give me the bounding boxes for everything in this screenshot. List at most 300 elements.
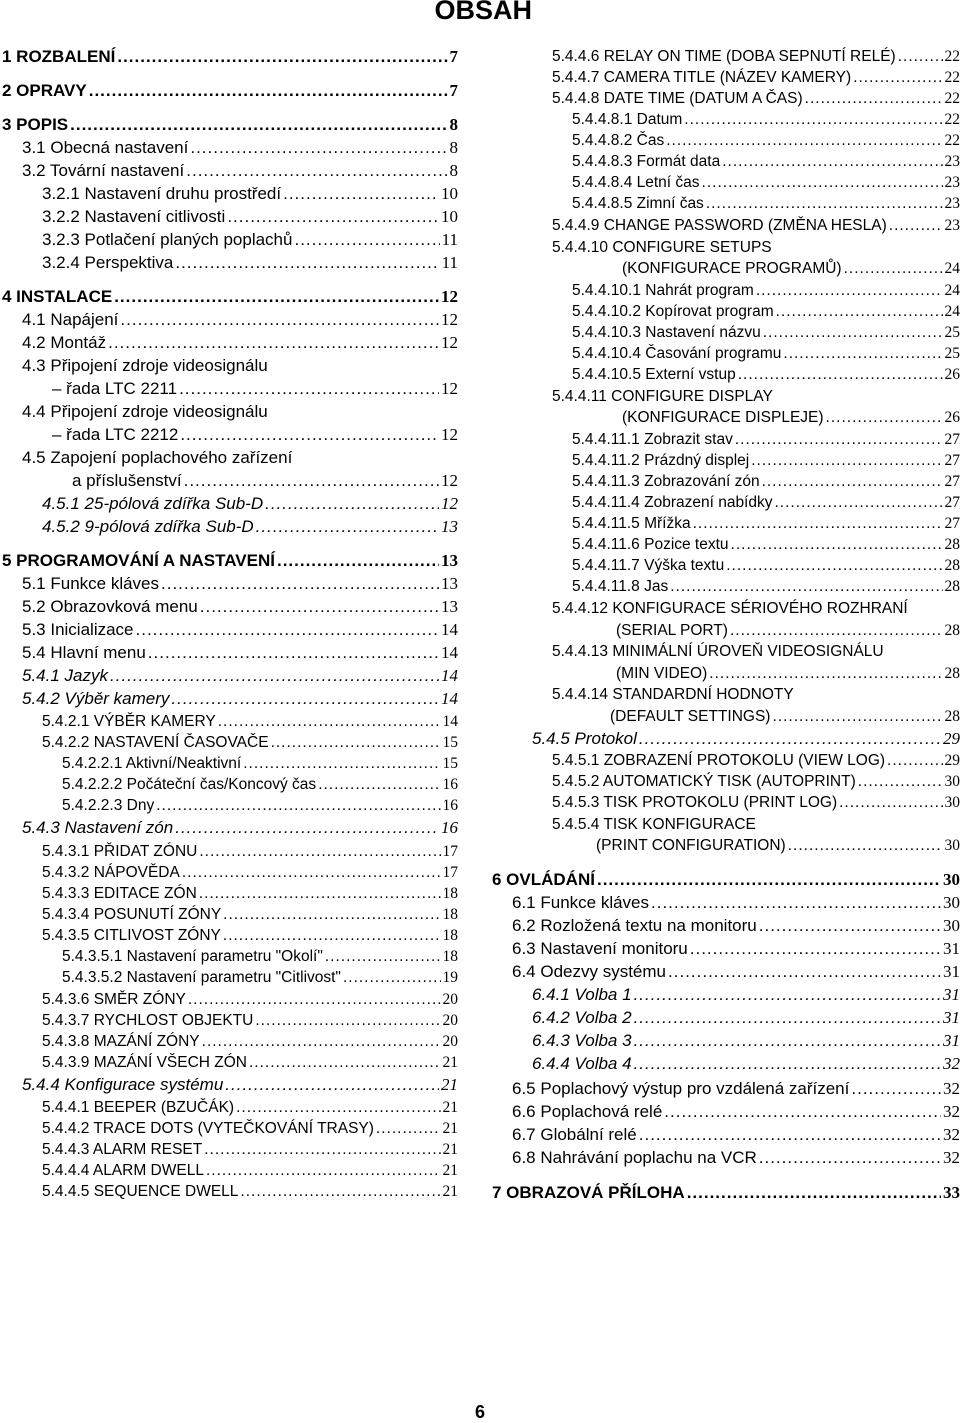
toc-entry (42, 494, 458, 514)
toc-entry-title: 6.8 Nahrávání poplachu na VCR (512, 1148, 757, 1168)
toc-leader-dots (148, 643, 439, 663)
toc-leader-dots (202, 1032, 441, 1052)
toc-entry-title: 5.4.4 Konfigurace systému (22, 1075, 223, 1095)
toc-entry-page: 27 (945, 514, 960, 534)
toc-entry-title: 5.1 Funkce kláves (22, 574, 159, 594)
toc-leader-dots (670, 577, 942, 597)
toc-entry-title: 5.4.4.11.1 Zobrazit stav (572, 430, 733, 450)
toc-entry-page: 31 (943, 985, 960, 1005)
toc-leader-dots (184, 471, 439, 491)
toc-entry-title: 5.4.4.12 KONFIGURACE SÉRIOVÉHO ROZHRANÍ (552, 599, 908, 619)
toc-leader-dots (227, 207, 439, 227)
toc-entry-title: 6.4.3 Volba 3 (532, 1031, 632, 1051)
toc-entry-page: 24 (945, 281, 960, 301)
toc-entry (42, 863, 458, 883)
toc-leader-dots (634, 1054, 941, 1074)
toc-leader-dots (844, 259, 943, 279)
toc-entry-title: 5.4.5.2 AUTOMATICKÝ TISK (AUTOPRINT) (552, 772, 856, 792)
toc-leader-dots (240, 1182, 440, 1202)
toc-entry-page: 16 (441, 818, 458, 838)
toc-entry-page: 28 (945, 556, 960, 576)
toc-entry-title: 6.4.2 Volba 2 (532, 1008, 632, 1028)
toc-entry (572, 365, 960, 385)
toc-entry (572, 344, 960, 364)
toc-leader-dots (731, 535, 943, 555)
toc-entry (22, 161, 458, 181)
toc-leader-dots (110, 666, 439, 686)
toc-entry (552, 793, 960, 813)
toc-entry-title: 5.4.4.8.2 Čas (572, 131, 664, 151)
toc-entry-title: 5.4.1 Jazyk (22, 666, 108, 686)
toc-leader-dots (218, 712, 441, 732)
toc-entry (552, 387, 960, 407)
toc-entry-title: 5.4.4.7 CAMERA TITLE (NÁZEV KAMERY) (552, 68, 851, 88)
toc-leader-dots (199, 884, 441, 904)
toc-entry-title: 5.4.3.5.2 Nastavení parametru "Citlivost" (62, 968, 341, 988)
toc-leader-dots (249, 1053, 441, 1073)
toc-leader-dots (223, 926, 441, 946)
toc-entry-page: 21 (443, 1161, 459, 1181)
toc-entry-page: 21 (443, 1053, 459, 1073)
toc-entry-page: 24 (945, 302, 960, 322)
toc-entry-title: 3.2.2 Nastavení citlivosti (42, 207, 225, 227)
toc-entry-title: 5.4.3.9 MAZÁNÍ VŠECH ZÓN (42, 1053, 247, 1073)
toc-entry-title: 5.4.3.6 SMĚR ZÓNY (42, 990, 186, 1010)
toc-entry-page: 30 (943, 870, 960, 890)
toc-leader-dots (376, 1119, 441, 1139)
toc-entry-page: 25 (945, 344, 960, 364)
toc-entry (22, 574, 458, 594)
toc-entry-title: 3.2.3 Potlačení planých poplachů (42, 230, 292, 250)
toc-entry-page: 13 (441, 597, 458, 617)
toc-leader-dots (684, 110, 942, 130)
toc-leader-dots (889, 216, 943, 236)
toc-leader-dots (171, 689, 439, 709)
toc-entry (572, 472, 960, 492)
toc-entry-title: 5.4.4.10.2 Kopírovat program (572, 302, 774, 322)
toc-leader-dots (687, 1183, 941, 1203)
toc-entry (622, 259, 960, 279)
toc-leader-dots (788, 836, 943, 856)
toc-entry-title: 5.4.4.11.2 Prázdný displej (572, 451, 749, 471)
toc-entry (2, 81, 458, 101)
toc-entry (42, 712, 458, 732)
toc-entry-title: (SERIAL PORT) (616, 621, 728, 641)
toc-entry (512, 893, 960, 913)
toc-leader-dots (738, 365, 943, 385)
toc-entry-page: 31 (943, 939, 960, 959)
toc-entry-title: 5.4.4.10.1 Nahrát program (572, 281, 754, 301)
toc-entry (22, 666, 458, 686)
toc-leader-dots (70, 115, 447, 135)
toc-leader-dots (853, 68, 942, 88)
toc-entry-page: 32 (943, 1054, 960, 1074)
toc-entry (552, 47, 960, 67)
toc-entry-page: 30 (943, 916, 960, 936)
toc-entry-page: 32 (943, 1102, 960, 1122)
toc-leader-dots (182, 863, 441, 883)
toc-entry-title: 4.5.2 9-pólová zdířka Sub-D (42, 517, 254, 537)
toc-leader-dots (634, 985, 941, 1005)
toc-entry-page: 30 (945, 772, 960, 792)
toc-leader-dots (114, 287, 439, 307)
toc-entry (552, 772, 960, 792)
toc-entry-title: 3.2.4 Perspektiva (42, 253, 173, 273)
toc-entry-title: 5.4.4.10.4 Časování programu (572, 344, 781, 364)
toc-entry-page: 30 (945, 793, 960, 813)
toc-entry (572, 556, 960, 576)
toc-entry-page: 12 (441, 471, 458, 491)
toc-entry (572, 152, 960, 172)
toc-entry (572, 302, 960, 322)
toc-leader-dots (826, 408, 943, 428)
toc-entry (42, 1182, 458, 1202)
toc-entry-page: 28 (945, 535, 960, 555)
toc-entry (532, 1054, 960, 1074)
toc-entry (552, 751, 960, 771)
toc-leader-dots (858, 772, 943, 792)
toc-entry (512, 1102, 960, 1122)
toc-entry-title: 7 OBRAZOVÁ PŘÍLOHA (492, 1183, 685, 1203)
toc-entry (42, 990, 458, 1010)
toc-leader-dots (597, 870, 941, 890)
toc-entry-page: 21 (443, 1119, 459, 1139)
toc-entry (52, 379, 458, 399)
toc-entry-page: 21 (443, 1140, 459, 1160)
toc-leader-dots (343, 968, 441, 988)
toc-leader-dots (204, 1140, 440, 1160)
toc-entry (2, 47, 458, 67)
toc-entry-title: a příslušenství (72, 471, 182, 491)
toc-entry-page: 10 (441, 184, 458, 204)
toc-entry-title: (KONFIGURACE DISPLEJE) (622, 408, 824, 428)
toc-leader-dots (318, 775, 440, 795)
toc-entry-title: 5.4.4.8.4 Letní čas (572, 173, 700, 193)
page-number: 6 (0, 1402, 960, 1423)
toc-entry-title: 6.4 Odezvy systému (512, 962, 666, 982)
toc-entry (42, 884, 458, 904)
toc-entry-page: 12 (441, 287, 458, 307)
toc-entry-page: 27 (945, 451, 960, 471)
toc-entry-page: 26 (945, 365, 960, 385)
toc-entry-title: 5.4.3.1 PŘIDAT ZÓNU (42, 842, 197, 862)
toc-entry-page: 17 (443, 842, 459, 862)
toc-entry-page: 14 (441, 620, 458, 640)
toc-entry-title: 5.4.4.11.4 Zobrazení nabídky (572, 493, 773, 513)
toc-entry-page: 28 (945, 707, 960, 727)
toc-entry-title: 5.4.3.5 CITLIVOST ZÓNY (42, 926, 221, 946)
toc-entry-page: 7 (450, 47, 459, 67)
toc-entry-title: 5.4.2.1 VÝBĚR KAMERY (42, 712, 216, 732)
toc-leader-dots (730, 621, 943, 641)
toc-leader-dots (188, 990, 441, 1010)
toc-entry (2, 551, 458, 571)
toc-leader-dots (805, 89, 943, 109)
toc-entry-title: 4.5.1 25-pólová zdířka Sub-D (42, 494, 263, 514)
toc-leader-dots (161, 574, 439, 594)
toc-entry-page: 23 (945, 173, 960, 193)
toc-entry-title: 5.2 Obrazovková menu (22, 597, 198, 617)
toc-entry-title: 5.4.4.11.7 Výška textu (572, 556, 724, 576)
toc-entry-title: 5.4.3.2 NÁPOVĚDA (42, 863, 180, 883)
toc-entry (572, 281, 960, 301)
toc-entry-title: 5.4.4.8 DATE TIME (DATUM A ČAS) (552, 89, 803, 109)
toc-entry-title: 5.4.4.14 STANDARDNÍ HODNOTY (552, 685, 794, 705)
toc-entry-title: 5.4.4.5 SEQUENCE DWELL (42, 1182, 238, 1202)
toc-entry (42, 926, 458, 946)
toc-entry-title: 4.1 Napájení (22, 310, 118, 330)
toc-entry-page: 12 (441, 494, 458, 514)
toc-entry (552, 238, 960, 258)
toc-entry-title: 5.4.5.1 ZOBRAZENÍ PROTOKOLU (VIEW LOG) (552, 751, 885, 771)
toc-entry-title: 1 ROZBALENÍ (2, 47, 115, 67)
toc-entry-title: 5.4.3.7 RYCHLOST OBJEKTU (42, 1011, 253, 1031)
toc-entry (572, 451, 960, 471)
toc-entry-title: 4.5 Zapojení poplachového zařízení (22, 448, 292, 468)
toc-entry-title: 5.4.4.9 CHANGE PASSWORD (ZMĚNA HESLA) (552, 216, 887, 236)
toc-entry-page: 15 (443, 733, 459, 753)
toc-entry (22, 597, 458, 617)
toc-entry-page: 13 (441, 517, 458, 537)
toc-leader-dots (706, 194, 943, 214)
toc-entry (22, 620, 458, 640)
toc-entry-title: 3.2.1 Nastavení druhu prostředí (42, 184, 281, 204)
toc-entry-title: 5.4.4.11.6 Pozice textu (572, 535, 729, 555)
toc-entry (572, 535, 960, 555)
toc-leader-dots (265, 494, 439, 514)
toc-leader-dots (693, 514, 943, 534)
toc-entry (42, 905, 458, 925)
toc-entry-page: 18 (443, 926, 459, 946)
toc-entry (512, 916, 960, 936)
toc-entry (62, 968, 458, 988)
toc-entry-page: 31 (943, 1008, 960, 1028)
toc-entry (42, 1098, 458, 1118)
toc-leader-dots (175, 818, 439, 838)
toc-entry-page: 12 (441, 425, 458, 445)
toc-entry (610, 707, 960, 727)
toc-leader-dots (179, 379, 439, 399)
toc-entry-page: 18 (443, 884, 459, 904)
toc-entry-page: 22 (945, 131, 960, 151)
toc-entry-title: 6.5 Poplachový výstup pro vzdálená zařízení (512, 1079, 849, 1099)
toc-entry-title: 5.4.4.8.3 Formát data (572, 152, 720, 172)
toc-leader-dots (776, 302, 943, 322)
toc-entry-page: 19 (443, 968, 459, 988)
toc-entry-title: 6.6 Poplachová relé (512, 1102, 662, 1122)
toc-entry-page: 23 (945, 152, 960, 172)
toc-leader-dots (762, 472, 943, 492)
toc-leader-dots (186, 161, 447, 181)
toc-entry (572, 194, 960, 214)
toc-entry (552, 599, 960, 619)
toc-entry-title: 5.4.3.4 POSUNUTÍ ZÓNY (42, 905, 221, 925)
toc-entry (42, 1011, 458, 1031)
toc-entry-page: 29 (945, 751, 960, 771)
toc-entry (622, 408, 960, 428)
toc-leader-dots (89, 81, 448, 101)
toc-leader-dots (898, 47, 943, 67)
toc-entry (52, 425, 458, 445)
toc-entry-page: 23 (945, 194, 960, 214)
toc-entry-title: (DEFAULT SETTINGS) (610, 707, 770, 727)
toc-leader-dots (634, 1008, 941, 1028)
toc-entry (512, 1079, 960, 1099)
toc-entry-page: 18 (443, 905, 459, 925)
toc-leader-dots (651, 893, 941, 913)
toc-entry-title: 5.4.2.2.2 Počáteční čas/Koncový čas (62, 775, 316, 795)
toc-entry (532, 985, 960, 1005)
toc-entry (62, 754, 458, 774)
toc-leader-dots (325, 947, 441, 967)
toc-entry (42, 253, 458, 273)
toc-entry (572, 173, 960, 193)
toc-leader-dots (756, 281, 943, 301)
toc-entry-title: 6.7 Globální relé (512, 1125, 637, 1145)
toc-leader-dots (120, 310, 439, 330)
toc-entry-title: 6.2 Rozložená textu na monitoru (512, 916, 757, 936)
toc-entry-page: 8 (450, 161, 459, 181)
toc-entry-page: 7 (450, 81, 459, 101)
toc-leader-dots (243, 754, 440, 774)
toc-entry-title: 5.4.5.4 TISK KONFIGURACE (552, 815, 756, 835)
toc-leader-dots (206, 1161, 441, 1181)
toc-leader-dots (190, 138, 447, 158)
toc-entry (42, 1053, 458, 1073)
toc-leader-dots (294, 230, 439, 250)
toc-entry-title: 5.4.2.2.1 Aktivní/Neaktivní (62, 754, 241, 774)
toc-entry (512, 1125, 960, 1145)
toc-entry-title: 5.4.4.11.8 Jas (572, 577, 668, 597)
toc-entry-title: 5.4.4.8.5 Zimní čas (572, 194, 704, 214)
toc-entry (572, 131, 960, 151)
toc-entry (22, 356, 458, 376)
toc-entry-page: 32 (943, 1148, 960, 1168)
toc-entry-page: 12 (441, 379, 458, 399)
toc-entry-page: 31 (943, 1031, 960, 1051)
toc-entry-page: 18 (443, 947, 459, 967)
toc-entry (532, 729, 960, 749)
toc-leader-dots (175, 253, 439, 273)
toc-leader-dots (887, 751, 942, 771)
toc-entry (616, 664, 960, 684)
toc-leader-dots (666, 131, 942, 151)
toc-leader-dots (775, 493, 943, 513)
toc-entry (532, 1031, 960, 1051)
toc-entry-page: 14 (443, 712, 459, 732)
toc-entry-title: 2 OPRAVY (2, 81, 87, 101)
toc-entry (552, 68, 960, 88)
toc-entry (532, 1008, 960, 1028)
toc-leader-dots (772, 707, 942, 727)
toc-entry (572, 514, 960, 534)
toc-entry-title: 5 PROGRAMOVÁNÍ A NASTAVENÍ (2, 551, 275, 571)
toc-leader-dots (726, 556, 942, 576)
toc-entry-page: 12 (441, 333, 458, 353)
toc-entry-title: 4.4 Připojení zdroje videosignálu (22, 402, 268, 422)
toc-entry-title: 5.4.4.10.3 Nastavení názvu (572, 323, 761, 343)
toc-entry-page: 16 (443, 796, 459, 816)
toc-leader-dots (759, 1148, 941, 1168)
toc-entry (62, 796, 458, 816)
toc-entry-page: 28 (945, 621, 960, 641)
toc-entry-page: 32 (943, 1125, 960, 1145)
toc-entry (552, 685, 960, 705)
toc-entry (62, 947, 458, 967)
toc-entry-title: 4.2 Montáž (22, 333, 106, 353)
toc-entry-page: 30 (945, 836, 960, 856)
toc-entry-page: 27 (945, 472, 960, 492)
toc-entry-title: 6.3 Nastavení monitoru (512, 939, 688, 959)
toc-leader-dots (117, 47, 447, 67)
toc-leader-dots (223, 905, 440, 925)
toc-entry-title: 5.4.2.2.3 Dny (62, 796, 154, 816)
toc-leader-dots (639, 1125, 941, 1145)
toc-entry (22, 448, 458, 468)
toc-entry-page: 12 (441, 310, 458, 330)
toc-entry (42, 733, 458, 753)
toc-entry-title: 5.4.4.11 CONFIGURE DISPLAY (552, 387, 773, 407)
toc-leader-dots (839, 793, 942, 813)
toc-leader-dots (225, 1075, 439, 1095)
toc-leader-dots (108, 333, 439, 353)
toc-entry-title: 5.4.4.1 BEEPER (BZUČÁK) (42, 1098, 234, 1118)
toc-entry-title: 4.3 Připojení zdroje videosignálu (22, 356, 268, 376)
toc-entry-title: 5.4.3.8 MAZÁNÍ ZÓNY (42, 1032, 200, 1052)
toc-entry (572, 323, 960, 343)
toc-entry (552, 216, 960, 236)
toc-entry-title: 5.4 Hlavní menu (22, 643, 146, 663)
toc-entry-page: 27 (945, 493, 960, 513)
toc-entry-page: 29 (943, 729, 960, 749)
toc-entry-title: – řada LTC 2212 (52, 425, 178, 445)
toc-leader-dots (702, 173, 943, 193)
toc-entry (552, 642, 960, 662)
toc-leader-dots (639, 729, 941, 749)
toc-entry (616, 621, 960, 641)
toc-entry-page: 31 (943, 962, 960, 982)
toc-entry-title: 6.1 Funkce kláves (512, 893, 649, 913)
toc-entry-page: 30 (943, 893, 960, 913)
toc-entry-page: 20 (443, 990, 459, 1010)
toc-entry-title: 5.4.4.2 TRACE DOTS (VYTEČKOVÁNÍ TRASY) (42, 1119, 374, 1139)
toc-entry (596, 836, 960, 856)
toc-leader-dots (156, 796, 440, 816)
toc-entry-title: (PRINT CONFIGURATION) (596, 836, 786, 856)
toc-leader-dots (751, 451, 942, 471)
toc-leader-dots (735, 430, 943, 450)
toc-entry-title: 5.4.4.6 RELAY ON TIME (DOBA SEPNUTÍ RELÉ) (552, 47, 896, 67)
toc-leader-dots (690, 939, 941, 959)
toc-leader-dots (271, 733, 441, 753)
toc-entry-title: 5.4.4.8.1 Datum (572, 110, 682, 130)
toc-leader-dots (200, 597, 439, 617)
toc-entry-page: 26 (945, 408, 960, 428)
toc-entry (492, 870, 960, 890)
toc-entry-title: 5.4.3 Nastavení zón (22, 818, 173, 838)
toc-entry-page: 21 (441, 1075, 458, 1095)
toc-entry-page: 32 (943, 1079, 960, 1099)
toc-leader-dots (634, 1031, 941, 1051)
toc-entry-page: 22 (945, 47, 960, 67)
toc-entry-title: 6.4.4 Volba 4 (532, 1054, 632, 1074)
toc-entry-page: 21 (443, 1098, 459, 1118)
toc-leader-dots (255, 1011, 440, 1031)
toc-entry (492, 1183, 960, 1203)
toc-entry-title: 5.4.4.11.5 Mřížka (572, 514, 691, 534)
toc-entry-page: 13 (441, 551, 458, 571)
toc-entry-page: 14 (441, 689, 458, 709)
